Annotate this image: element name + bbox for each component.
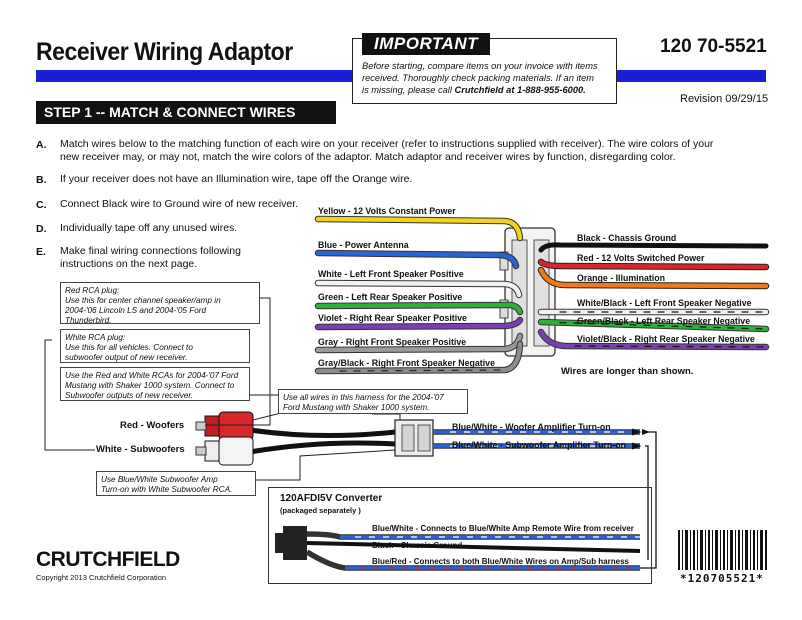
page-title: Receiver Wiring Adaptor bbox=[36, 38, 293, 66]
wire-label-violet-black: Violet/Black - Right Rear Speaker Negative bbox=[577, 334, 755, 344]
amp-turnon-subwoofer-label: Blue/White - Subwoofer Amplifier Turn-on bbox=[452, 440, 626, 450]
barcode-number: *120705521* bbox=[680, 572, 764, 585]
wire-label-orange: Orange - Illumination bbox=[577, 273, 665, 283]
wire-label-green-black: Green/Black - Left Rear Speaker Negative bbox=[577, 316, 751, 326]
wire-label-gray: Gray - Right Front Speaker Positive bbox=[318, 337, 467, 347]
converter-wire-3: Blue/Red - Connects to both Blue/White Wires on Amp/Sub harness bbox=[372, 557, 629, 566]
converter-wire-2: Black - Chassis Ground bbox=[372, 541, 463, 550]
wire-label-blue: Blue - Power Antenna bbox=[318, 240, 409, 250]
wire-label-violet: Violet - Right Rear Speaker Positive bbox=[318, 313, 467, 323]
wire-label-gray-black: Gray/Black - Right Front Speaker Negative bbox=[318, 358, 495, 368]
converter-wire-1: Blue/White - Connects to Blue/White Amp Remote Wire from receiver bbox=[372, 524, 634, 533]
part-number: 120 70-5521 bbox=[660, 36, 767, 57]
wires-length-note: Wires are longer than shown. bbox=[561, 366, 694, 377]
step-heading: STEP 1 -- MATCH & CONNECT WIRES bbox=[36, 101, 336, 124]
wire-label-green: Green - Left Rear Speaker Positive bbox=[318, 292, 463, 302]
rca-red-label: Red - Woofers bbox=[120, 420, 185, 431]
instruction-text: Match wires below to the matching function of each wire on your receiver (refer to instructions supplied with receiver). The wire colors of your new receiver may, or may not, match the wire colors of the adaptor. Match adaptor and receiver wires by function, disregarding color. bbox=[60, 138, 714, 163]
instruction-text: If your receiver does not have an Illumination wire, tape off the Orange wire. bbox=[60, 173, 413, 185]
wire-black bbox=[541, 245, 766, 250]
wire-label-white-black: White/Black - Left Front Speaker Negative bbox=[577, 298, 752, 308]
instruction-text: Connect Black wire to Ground wire of new receiver. bbox=[60, 198, 299, 210]
converter-subtitle: (packaged separately ) bbox=[280, 506, 361, 515]
amp-turnon-woofer-label: Blue/White - Woofer Amplifier Turn-on bbox=[452, 422, 611, 432]
wire-label-white: White - Left Front Speaker Positive bbox=[318, 269, 464, 279]
note-harness: Use all wires in this harness for the 2004-'07 Ford Mustang with Shaker 1000 system. bbox=[278, 389, 468, 414]
wire-label-yellow: Yellow - 12 Volts Constant Power bbox=[318, 206, 456, 216]
wire-label-black: Black - Chassis Ground bbox=[577, 233, 677, 243]
note-subamp: Use Blue/White Subwoofer Amp Turn-on with White Subwoofer RCA. bbox=[96, 471, 256, 496]
converter-title: 120AFDI5V Converter bbox=[280, 493, 383, 504]
instruction-text: Individually tape off any unused wires. bbox=[60, 222, 238, 234]
instruction-letter: E. bbox=[36, 246, 46, 258]
note-white-rca: White RCA plug: Use this for all vehicles. Connect to subwoofer output of new receiver. bbox=[60, 329, 250, 363]
instruction-letter: D. bbox=[36, 223, 47, 235]
revision-date: Revision 09/29/15 bbox=[680, 93, 769, 105]
note-mustang-rca: Use the Red and White RCAs for 2004-'07 Ford Mustang with Shaker 1000 system. Connect to Subwoofer outputs of new receiver. bbox=[60, 367, 250, 401]
important-text: Before starting, compare items on your invoice with items received. Thoroughly check packing materials. If an item is missing, please call Crutchfield at 1-888-955-6000. bbox=[362, 61, 598, 95]
instruction-letter: B. bbox=[36, 174, 47, 186]
important-heading: IMPORTANT bbox=[362, 33, 490, 55]
note-red-rca: Red RCA plug: Use this for center channel speaker/amp in 2004-'06 Lincoln LS and 2004-'05 Ford Thunderbird. bbox=[60, 282, 260, 324]
wire-label-red: Red - 12 Volts Switched Power bbox=[577, 253, 705, 263]
instruction-text: Make final wiring connections following instructions on the next page. bbox=[60, 245, 241, 270]
barcode bbox=[678, 530, 767, 570]
instruction-letter: A. bbox=[36, 139, 47, 151]
crutchfield-logo: CRUTCHFIELD bbox=[36, 548, 180, 571]
copyright: Copyright 2013 Crutchfield Corporation bbox=[36, 573, 167, 582]
instruction-letter: C. bbox=[36, 199, 47, 211]
rca-white-label: White - Subwoofers bbox=[96, 444, 185, 455]
